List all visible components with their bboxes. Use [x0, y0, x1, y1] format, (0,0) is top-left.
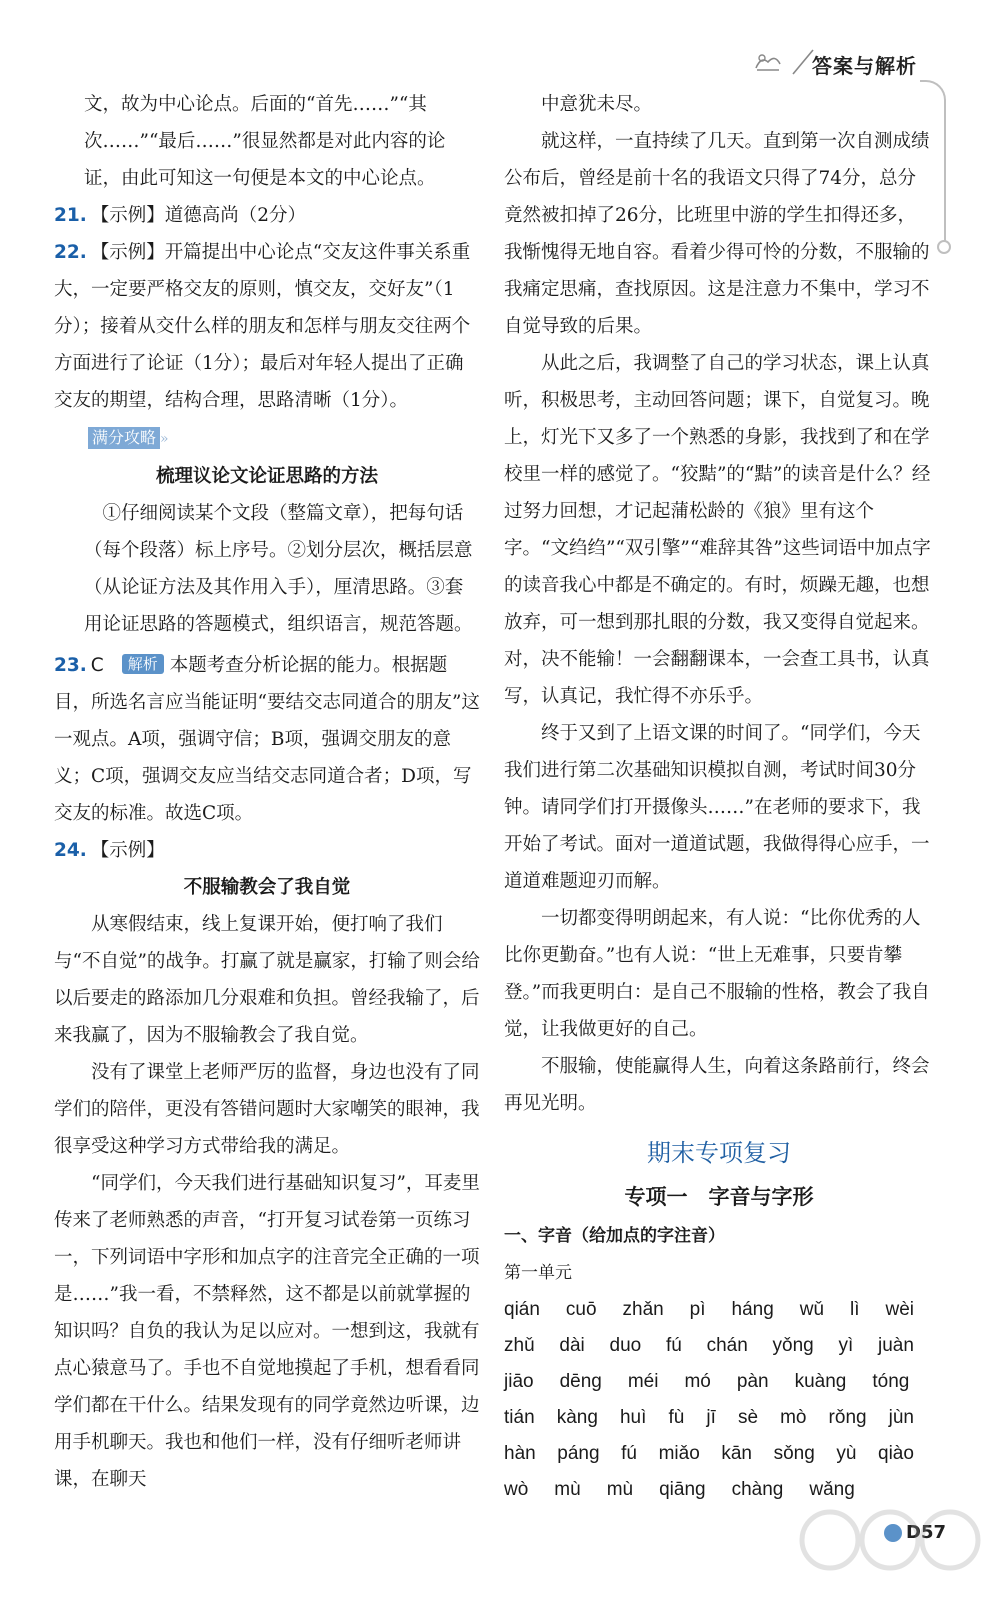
pinyin-answer: jī: [706, 1407, 716, 1428]
essay-paragraph: 一切都变得明朗起来，有人说：“比你优秀的人比你更勤奋。”也有人说：“世上无难事，只要肯攀登。”而我更明白：是自己不服输的性格，教会了我自觉，让我做更好的自己。: [504, 908, 930, 1040]
pinyin-answer: wǎng: [809, 1479, 855, 1500]
essay-paragraph: 从寒假结束，线上复课开始，便打响了我们与“不自觉”的战争。打赢了就是赢家，打输了则会给以后要走的路添加几分艰难和负担。曾经我输了，后来我赢了，因为不服输教会了我自觉。: [54, 914, 480, 1046]
question-22-answer: 【示例】开篇提出中心论点“交友这件事关系重大，一定要严格交友的原则，慎交友，交好友”（1分）；接着从交什么样的朋友和怎样与朋友交往两个方面进行了论证（1分）；最后对年轻人提出了正确交友的期望，结构合理，思路清晰（1分）。: [54, 242, 471, 411]
left-column: [54, 86, 480, 1498]
pinyin-answer: mò: [780, 1407, 807, 1428]
right-column: [504, 86, 934, 1508]
pinyin-answer: dēng: [559, 1371, 602, 1392]
pinyin-answer: jiāo: [504, 1371, 534, 1392]
pinyin-answer: pàn: [736, 1371, 769, 1392]
tip-title: 梳理议论文论证思路的方法: [155, 466, 378, 487]
pinyin-row: [504, 1364, 914, 1400]
book-logo-icon: [753, 50, 783, 74]
pinyin-answer: yù: [836, 1443, 857, 1464]
pinyin-answer: duo: [609, 1335, 642, 1356]
pinyin-answer: wèi: [885, 1299, 914, 1320]
essay-paragraph: 不服输，使能赢得人生，向着这条路前行，终会再见光明。: [504, 1056, 930, 1114]
pinyin-answer: kuàng: [794, 1371, 847, 1392]
essay-paragraph: 从此之后，我调整了自己的学习状态，课上认真听，积极思考，主动回答问题；课下，自觉复习。晚上，灯光下又多了一个熟悉的身影，我找到了和在学校里一样的感觉了。“狡黠”的“黠”的读音是什么？经过努力回想，才记起蒲松龄的《狼》里有这个字。“文绉绉”“双引擎”“难辞其咎”这些词语中加点字的读音我心中都是不确定的。有时，烦躁无趣，也想放弃，可一想到那扎眼的分数，我又变得自觉起来。对，决不能输！一会翻翻课本，一会查工具书，认真写，认真记，我忙得不亦乐乎。: [504, 353, 931, 707]
pinyin-answer: fú: [621, 1443, 637, 1464]
question-24: [54, 832, 480, 869]
pinyin-answer: juàn: [878, 1335, 914, 1356]
pinyin-row: [504, 1436, 914, 1472]
question-number: 22.: [54, 242, 87, 263]
pinyin-answer: pì: [689, 1299, 706, 1320]
pinyin-answer: yì: [838, 1335, 854, 1356]
pinyin-answer: mó: [684, 1371, 711, 1392]
pinyin-answer: mù: [606, 1479, 634, 1500]
page-header: [743, 44, 963, 84]
pinyin-answer: fú: [665, 1335, 682, 1356]
part-heading: 一、字音（给加点的字注音）: [504, 1226, 725, 1246]
page-number: D57: [906, 1522, 946, 1543]
pinyin-answer: sè: [737, 1407, 759, 1428]
analysis-badge: 解析: [122, 654, 164, 674]
pinyin-answer: páng: [557, 1443, 600, 1464]
pinyin-row: [504, 1328, 914, 1364]
pinyin-answer: zhǎn: [622, 1299, 664, 1320]
pinyin-answer: chán: [706, 1335, 748, 1356]
essay-paragraph: 没有了课堂上老师严厉的监督，身边也没有了同学们的陪伴，更没有答错问题时大家嘲笑的眼神，我很享受这种学习方式带给我的满足。: [54, 1062, 480, 1157]
essay-paragraph: 就这样，一直持续了几天。直到第一次自测成绩公布后，曾经是前十名的我语文只得了74分，总分竟然被扣掉了26分，比班里中游的学生扣得还多，我惭愧得无地自容。看着少得可怜的分数，不服输的我痛定思痛，查找原因。这是注意力不集中，学习不自觉导致的后果。: [504, 131, 930, 337]
pinyin-answer: lì: [850, 1299, 860, 1320]
double-chevron-icon: »: [160, 431, 169, 447]
pinyin-answer: wǔ: [799, 1299, 825, 1320]
pinyin-answer: tián: [504, 1407, 535, 1428]
pinyin-answer: hàn: [504, 1443, 536, 1464]
pinyin-row: [504, 1400, 914, 1436]
question-number: 23.: [54, 655, 87, 676]
answer-continuation: 文，故为中心论点。后面的“首先……”“其次……”“最后……”很显然都是对此内容的论证，由此可知这一句便是本文的中心论点。: [84, 94, 446, 189]
essay-paragraph: 终于又到了上语文课的时间了。“同学们，今天我们进行第二次基础知识模拟自测，考试时间30分钟。请同学们打开摄像头……”在老师的要求下，我开始了考试。面对一道道试题，我做得得心应手，一道道难题迎刃而解。: [504, 723, 930, 892]
pinyin-answer: kàng: [556, 1407, 598, 1428]
essay-continuation: 中意犹未尽。: [541, 94, 653, 115]
pinyin-answer: rǒng: [828, 1407, 867, 1428]
question-21-answer: 【示例】道德高尚（2分）: [90, 205, 307, 226]
pinyin-answer: mù: [554, 1479, 581, 1500]
question-22: [54, 234, 480, 419]
pinyin-answer: méi: [627, 1371, 659, 1392]
pinyin-answer: huì: [619, 1407, 647, 1428]
pinyin-answer: qián: [504, 1299, 540, 1320]
pinyin-answer: chàng: [731, 1479, 784, 1500]
question-23-choice: C: [90, 655, 104, 676]
pinyin-answer: dài: [559, 1335, 585, 1356]
pinyin-answer: kān: [721, 1443, 752, 1464]
question-21: [54, 197, 480, 234]
watermark-logo-icon: [790, 1500, 990, 1596]
pinyin-answer: wò: [504, 1479, 529, 1500]
pinyin-answer: zhǔ: [504, 1335, 535, 1356]
question-number: 21.: [54, 205, 87, 226]
tip-label: 满分攻略: [88, 427, 160, 449]
section-subtitle: 专项一 字音与字形: [624, 1185, 814, 1209]
essay-title: 不服输教会了我自觉: [183, 877, 351, 898]
question-number: 24.: [54, 840, 87, 861]
tip-box: [54, 419, 480, 643]
tip-body: ①仔细阅读某个文段（整篇文章），把每句话（每个段落）标上序号。②划分层次，概括层意（从论证方法及其作用入手），厘清思路。③套用论证思路的答题模式，组织语言，规范答题。: [84, 503, 473, 635]
pinyin-row: [504, 1292, 914, 1328]
question-24-label: 【示例】: [90, 840, 165, 861]
pinyin-answer: sǒng: [773, 1443, 815, 1464]
header-title: 答案与解析: [812, 54, 917, 78]
pinyin-answer: jùn: [888, 1407, 914, 1428]
pinyin-answer: tóng: [872, 1371, 910, 1392]
question-23-analysis: 本题考查分析论据的能力。根据题目，所选名言应当能证明“要结交志同道合的朋友”这一观点。A项，强调守信；B项，强调交朋友的意义；C项，强调交友应当结交志同道合者；D项，写交友的标准。故选C项。: [54, 655, 480, 824]
pinyin-list: [504, 1292, 934, 1508]
header-decoration-dot: [937, 240, 951, 254]
section-title: 期末专项复习: [647, 1139, 791, 1167]
pinyin-answer: cuō: [565, 1299, 597, 1320]
pinyin-answer: yǒng: [772, 1335, 814, 1356]
unit-heading: 第一单元: [504, 1263, 572, 1283]
pinyin-answer: háng: [731, 1299, 774, 1320]
pinyin-answer: miǎo: [658, 1443, 700, 1464]
pinyin-answer: qiāng: [659, 1479, 706, 1500]
pinyin-answer: fù: [668, 1407, 685, 1428]
question-23: [54, 647, 480, 832]
essay-paragraph: “同学们，今天我们进行基础知识复习”，耳麦里传来了老师熟悉的声音，“打开复习试卷第一页练习一，下列词语中字形和加点字的注音完全正确的一项是……”我一看，不禁释然，这不都是以前就掌握的知识吗？自负的我认为足以应对。一想到这，我就有点心猿意马了。手也不自觉地摸起了手机，想看看同学们都在干什么。结果发现有的同学竟然边听课，边用手机聊天。我也和他们一样，没有仔细听老师讲课，在聊天: [54, 1173, 480, 1490]
pinyin-answer: qiào: [878, 1443, 914, 1464]
